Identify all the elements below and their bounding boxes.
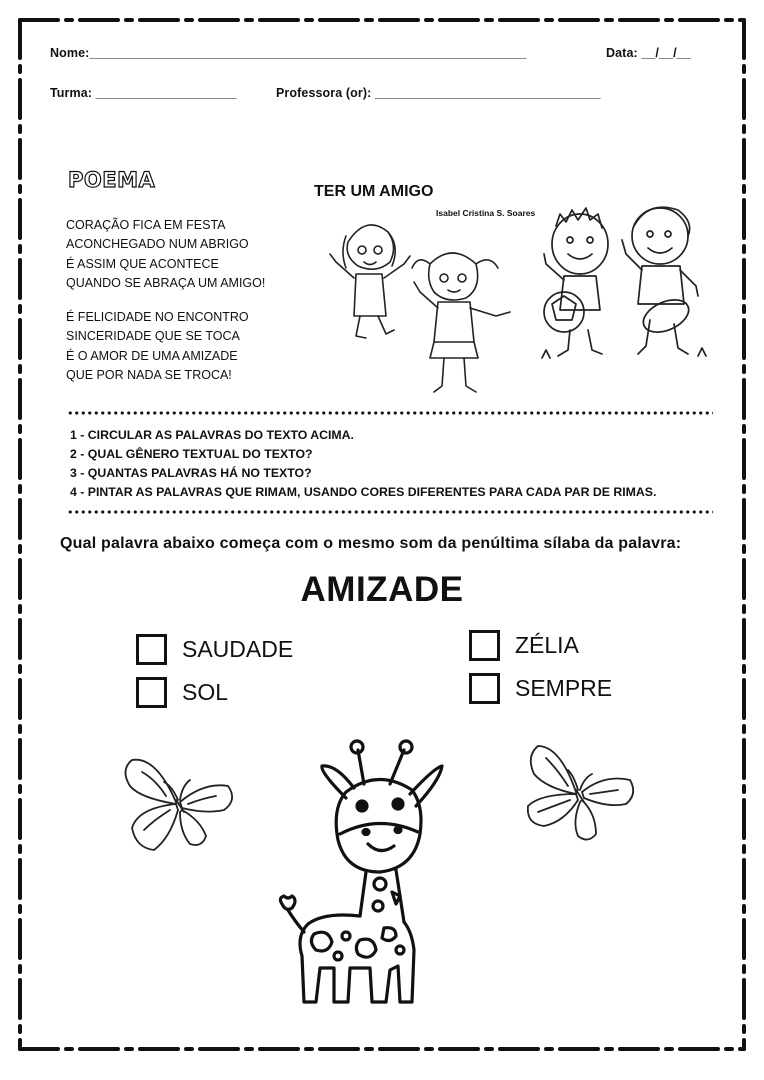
option-label: SOL [182, 679, 229, 705]
checkbox[interactable] [136, 677, 167, 708]
date-field[interactable]: Data: __/__/__ [606, 46, 691, 60]
task-list [70, 426, 656, 502]
butterfly-icon [520, 742, 640, 846]
poem-line: QUE POR NADA SE TROCA! [66, 367, 232, 382]
option-label: ZÉLIA [515, 632, 579, 658]
question-text: Qual palavra abaixo começa com o mesmo som da penúltima sílaba da palavra: [60, 535, 682, 552]
task-item: 2 - QUAL GÊNERO TEXTUAL DO TEXTO? [70, 447, 313, 461]
boys-icon [538, 200, 708, 368]
giraffe-icon [274, 736, 474, 1012]
name-field[interactable]: Nome:______________________________________________________________ [50, 46, 527, 60]
poem-stanza-2 [66, 308, 249, 385]
option-label: SEMPRE [515, 675, 613, 701]
poem-line: É FELICIDADE NO ENCONTRO [66, 310, 249, 324]
dotted-divider [67, 411, 713, 415]
checkbox[interactable] [469, 673, 500, 704]
task-item: 3 - QUANTAS PALAVRAS HÁ NO TEXTO? [70, 466, 312, 480]
poem-line: ACONCHEGADO NUM ABRIGO [66, 237, 249, 252]
class-field[interactable]: Turma: ____________________ [50, 86, 237, 100]
checkbox[interactable] [136, 634, 167, 665]
kids-icon [326, 212, 516, 402]
section-title: POEMA [68, 168, 156, 192]
poem-line: QUANDO SE ABRAÇA UM AMIGO! [66, 275, 266, 290]
butterfly-icon [120, 752, 240, 856]
task-item: 1 - CIRCULAR AS PALAVRAS DO TEXTO ACIMA. [70, 428, 354, 442]
target-word: AMIZADE [300, 570, 464, 609]
poem-line: É ASSIM QUE ACONTECE [66, 256, 219, 271]
dotted-divider [67, 510, 713, 514]
poem-stanza-1 [66, 216, 265, 293]
poem-line: CORAÇÃO FICA EM FESTA [66, 218, 226, 232]
poem-title: TER UM AMIGO [314, 183, 434, 200]
checkbox[interactable] [469, 630, 500, 661]
task-item: 4 - PINTAR AS PALAVRAS QUE RIMAM, USANDO CORES DIFERENTES PARA CADA PAR DE RIMAS. [70, 485, 657, 499]
poem-line: SINCERIDADE QUE SE TOCA [66, 329, 240, 344]
option-label: SAUDADE [182, 636, 294, 662]
teacher-field[interactable]: Professora (or): ________________________________ [276, 86, 601, 100]
poem-line: É O AMOR DE UMA AMIZADE [66, 348, 238, 363]
poem-author: Isabel Cristina S. Soares [436, 208, 536, 218]
